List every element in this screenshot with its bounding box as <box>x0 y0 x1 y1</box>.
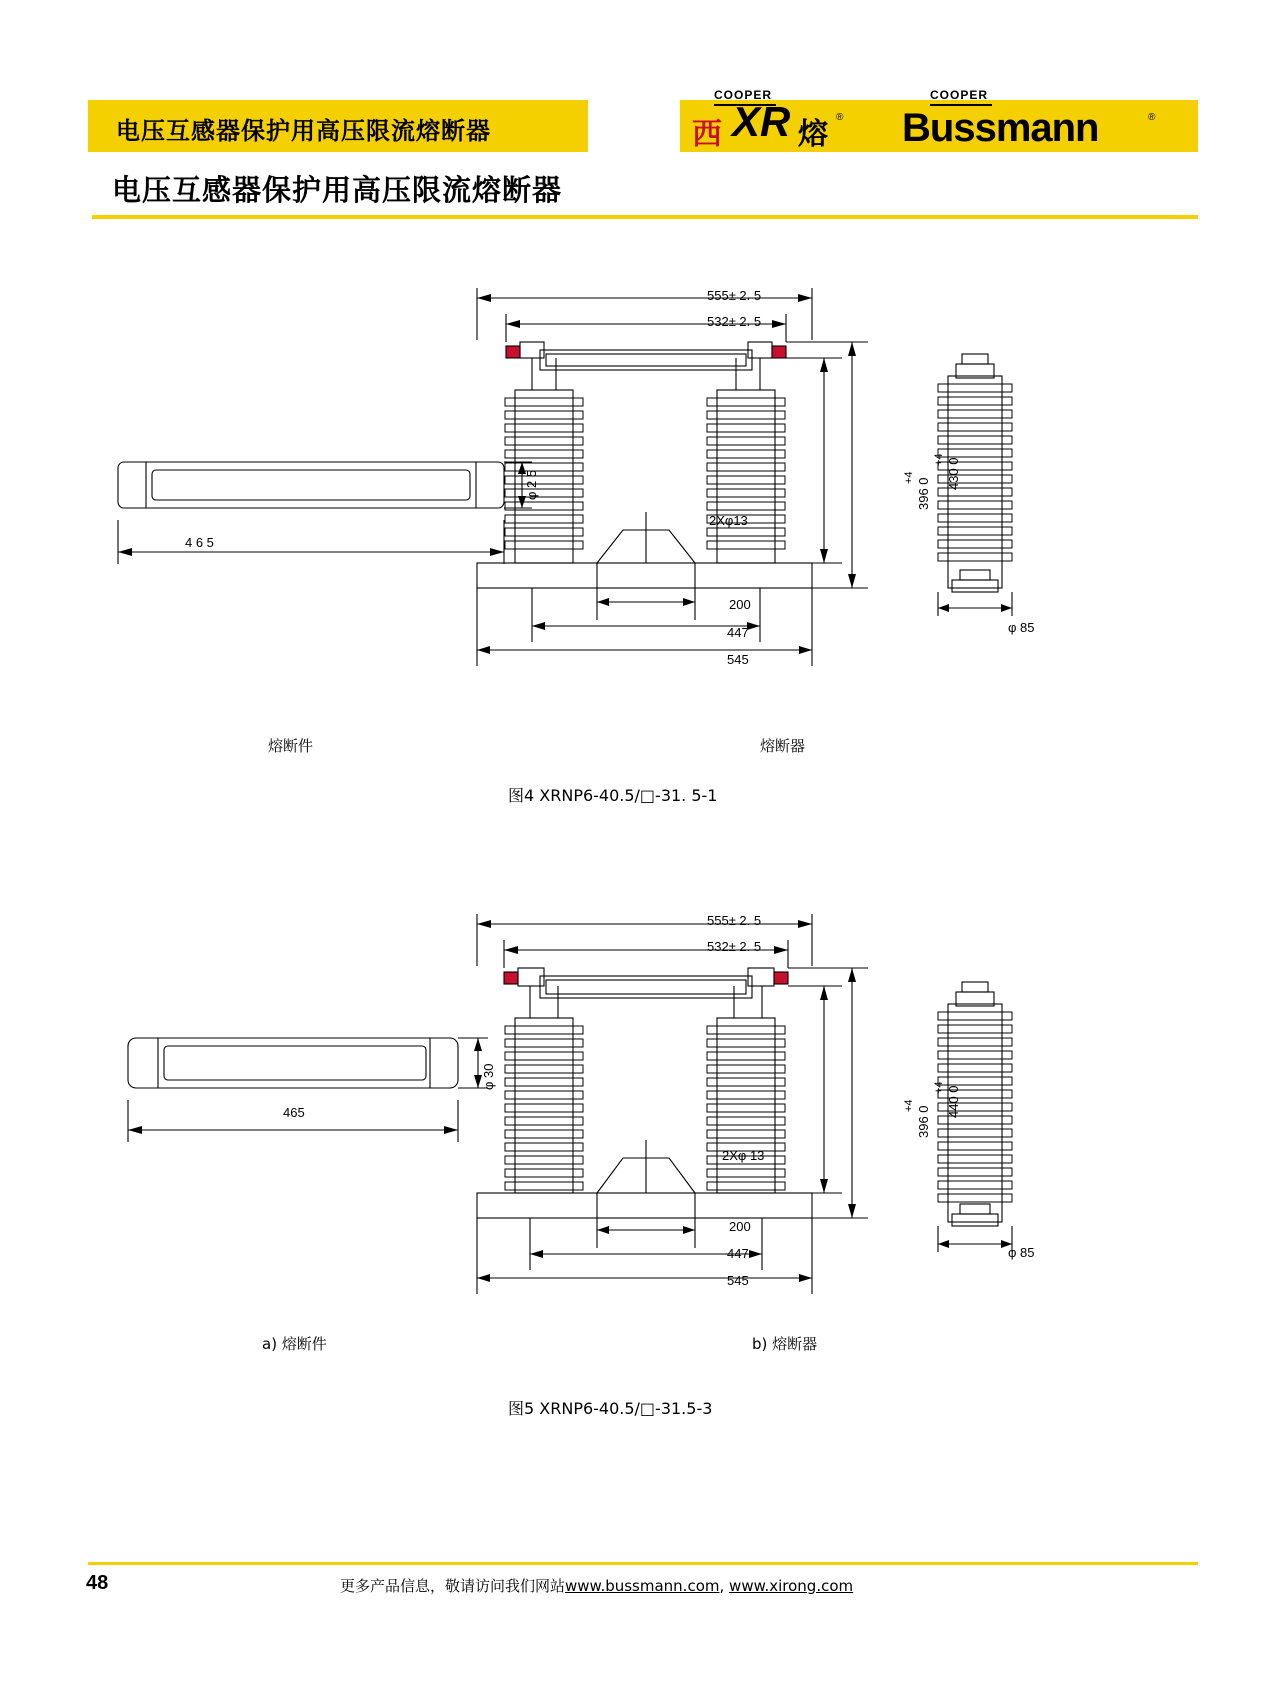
fig4-height-inner-tol: +4 <box>903 471 915 484</box>
fig4-height-inner-dim: 396 0 <box>916 477 931 510</box>
xirong-xr-mark: XR <box>732 98 791 145</box>
fig4-fuse-length: 4 6 5 <box>185 535 214 550</box>
fig5-fuse-length: 465 <box>283 1105 305 1120</box>
fig4-left-label: 熔断件 <box>268 737 314 755</box>
brand-bussmann-logo <box>898 82 1198 152</box>
fig4-height-outer-dim: 430 0 <box>946 457 961 490</box>
page-title: 电压互感器保护用高压限流熔断器 <box>112 173 563 207</box>
fig5-height-outer-tol: +4 <box>933 1081 945 1094</box>
fig5-top-inner-dim: 532± 2. 5 <box>707 939 762 954</box>
title-divider <box>92 215 1198 219</box>
fig5-side-diameter: φ 85 <box>1008 1245 1035 1260</box>
fig4-height-outer-tol: +4 <box>933 453 945 466</box>
figure4-drawing <box>100 280 1200 710</box>
fig5-base-mid-dim: 447 <box>727 1246 749 1261</box>
xirong-reg-mark: ® <box>836 112 844 123</box>
fig4-base-inner-dim: 200 <box>729 597 751 612</box>
fig5-hole-note: 2Xφ 13 <box>722 1148 765 1163</box>
page-number: 48 <box>86 1572 109 1594</box>
fig5-right-label: b) 熔断器 <box>752 1335 818 1353</box>
bussmann-wordmark: Bussmann <box>902 106 1099 150</box>
fig4-right-label: 熔断器 <box>760 737 806 755</box>
fig4-hole-note: 2Xφ13 <box>709 513 748 528</box>
fig4-top-outer-dim: 555± 2. 5 <box>707 288 762 303</box>
fig5-top-outer-dim: 555± 2. 5 <box>707 913 762 928</box>
fig5-caption: 图5 XRNP6-40.5/□-31.5-3 <box>508 1399 713 1418</box>
header-band-title: 电压互感器保护用高压限流熔断器 <box>116 117 491 145</box>
fig5-height-inner-tol: +4 <box>903 1099 915 1112</box>
cooper-label-bussmann: COOPER <box>930 88 989 102</box>
xirong-website-link[interactable]: www.xirong.com <box>729 1577 854 1595</box>
brand-xirong-logo <box>686 82 886 152</box>
fig5-left-label: a) 熔断件 <box>262 1335 327 1353</box>
bussmann-website-link[interactable]: www.bussmann.com <box>565 1577 720 1595</box>
footer-note-prefix: 更多产品信息，敬请访问我们网站 <box>340 1577 566 1595</box>
fig4-caption: 图4 XRNP6-40.5/□-31. 5-1 <box>508 786 718 805</box>
fig5-base-outer-dim: 545 <box>727 1273 749 1288</box>
footer-note <box>340 1575 853 1596</box>
fig4-side-diameter: φ 85 <box>1008 620 1035 635</box>
fig5-base-inner-dim: 200 <box>729 1219 751 1234</box>
bussmann-reg-mark: ® <box>1148 112 1156 123</box>
fig4-fuse-diameter: φ 2 5 <box>524 469 539 500</box>
fig4-top-inner-dim: 532± 2. 5 <box>707 314 762 329</box>
fig4-base-mid-dim: 447 <box>727 625 749 640</box>
footer-link-separator: , <box>719 1577 730 1595</box>
fig5-fuse-diameter: φ 30 <box>481 1063 496 1090</box>
fig4-base-outer-dim: 545 <box>727 652 749 667</box>
fig5-height-outer-dim: 440 0 <box>946 1085 961 1118</box>
fig5-height-inner-dim: 396 0 <box>916 1105 931 1138</box>
cooper-label-xirong: COOPER <box>714 88 773 102</box>
xirong-cn-left-char: 西 <box>692 117 722 152</box>
figure5-drawing <box>100 910 1200 1330</box>
footer-divider <box>88 1562 1198 1565</box>
page-header <box>88 88 1198 152</box>
xirong-cn-right-char: 熔 <box>798 117 828 152</box>
